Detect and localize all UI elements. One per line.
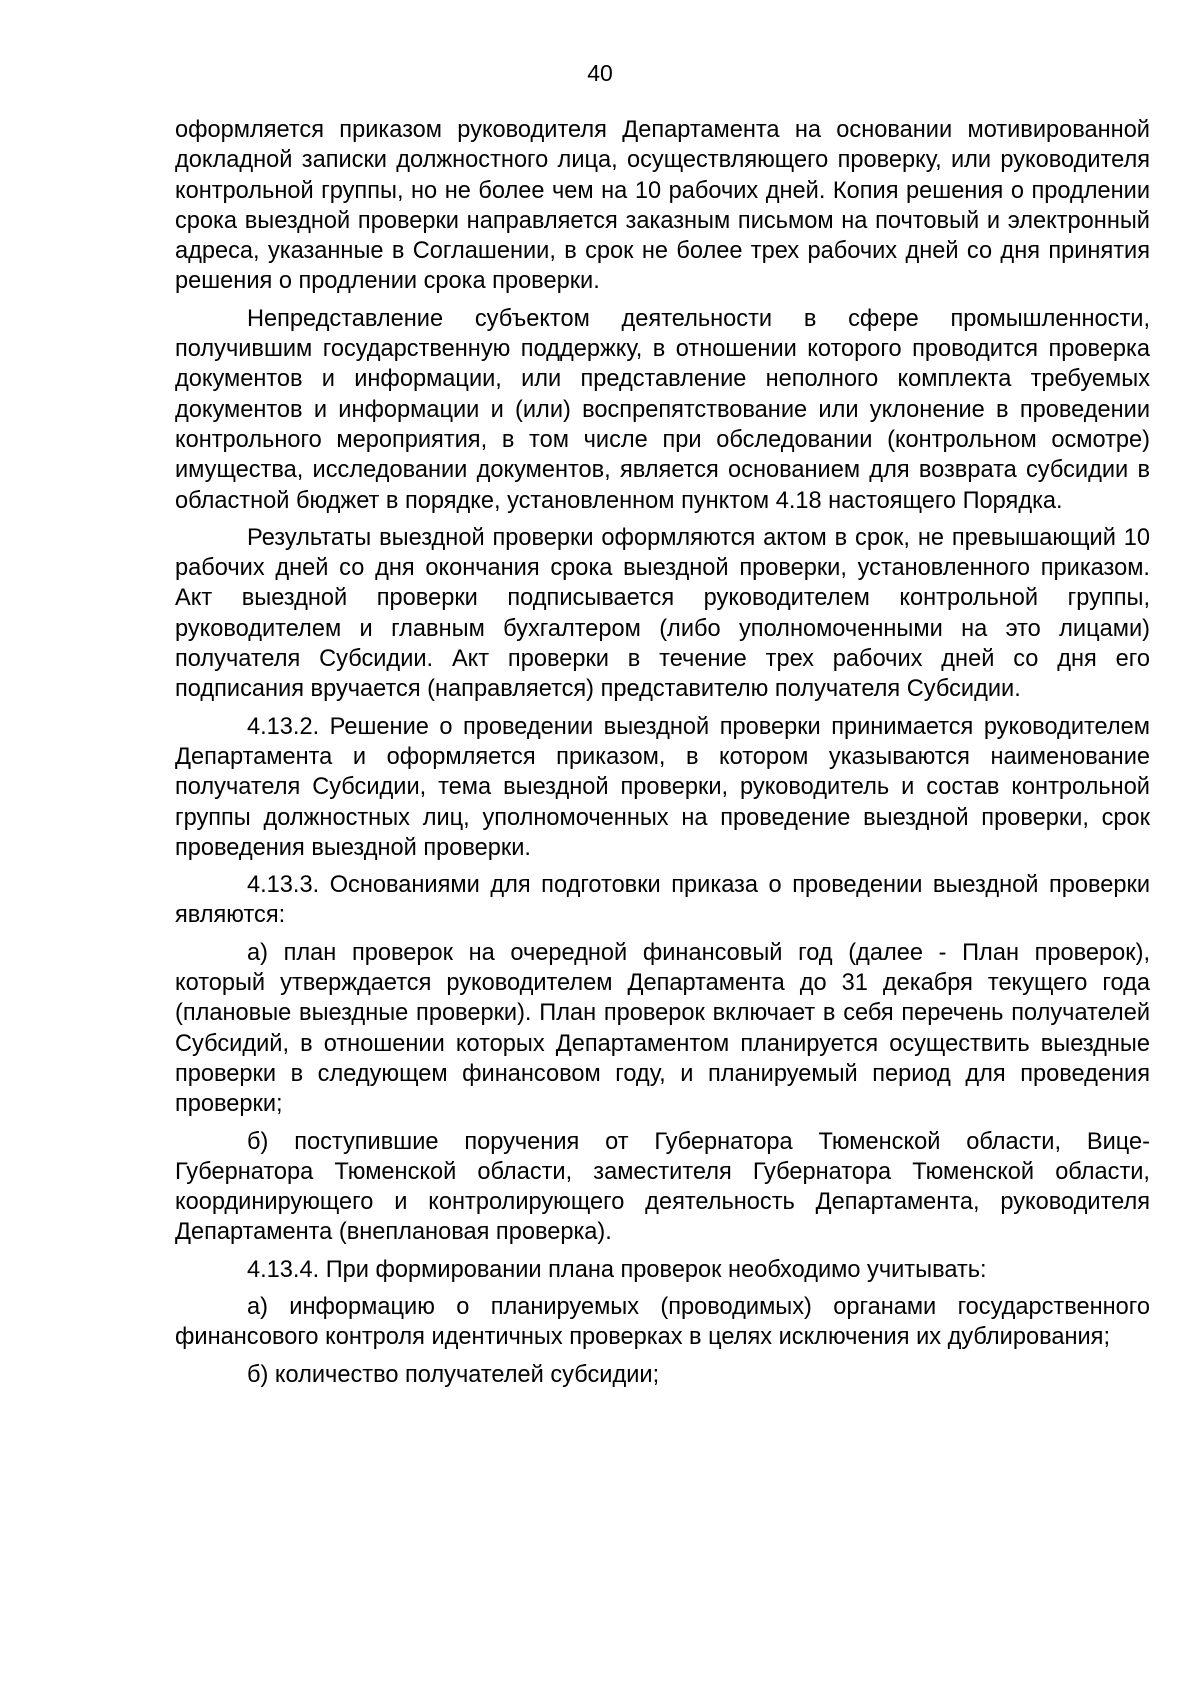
- list-item-b-governor-instructions: б) поступившие поручения от Губернатора Тюменской области, Вице-Губернатора Тюменской области, заместителя Губернатора Тюменской области, координирующего и контролирующего деятельность Департамента, руководителя Департамента (внеплановая проверка).: [175, 1128, 1150, 1246]
- list-item-b-recipients-count: б) количество получателей субсидии;: [247, 1361, 660, 1388]
- list-item-a-control-information: а) информацию о планируемых (проводимых) органами государственного финансового контроля идентичных проверках в целях исключения их дублирования;: [175, 1293, 1150, 1351]
- paragraph-4-13-2: 4.13.2. Решение о проведении выездной проверки принимается руководителем Департамента и оформляется приказом, в котором указываются наименование получателя Субсидии, тема выездной проверки, руководитель и состав контрольной группы должностных лиц, уполномоченных на проведение выездной проверки, срок проведения выездной проверки.: [175, 713, 1150, 861]
- paragraph-non-submission-consequences: Непредставление субъектом деятельности в сфере промышленности, получившим государственную поддержку, в отношении которого проводится проверка документов и информации, или представление неполного комплекта требуемых документов и информации и (или) воспрепятствование или уклонение в проведении контрольного мероприятия, в том числе при обследовании (контрольном осмотре) имущества, исследовании документов, является основанием для возврата субсидии в областной бюджет в порядке, установленном пунктом 4.18 настоящего Порядка.: [175, 305, 1150, 514]
- paragraph-inspection-results-act: Результаты выездной проверки оформляются актом в срок, не превышающий 10 рабочих дней со дня окончания срока выездной проверки, установленного приказом. Акт выездной проверки подписывается руководителем контрольной группы, руководителем и главным бухгалтером (либо уполномоченными на это лицами) получателя Субсидии. Акт проверки в течение трех рабочих дней со дня его подписания вручается (направляется) представителю получателя Субсидии.: [175, 524, 1150, 703]
- document-body: [175, 115, 1150, 1397]
- page-number: 40: [587, 60, 613, 86]
- list-item-a-inspection-plan: а) план проверок на очередной финансовый год (далее - План проверок), который утверждается руководителем Департамента до 31 декабря текущего года (плановые выездные проверки). План проверок включает в себя перечень получателей Субсидий, в отношении которых Департаментом планируется осуществить выездные проверки в следующем финансовом году, и планируемый период для проведения проверки;: [175, 939, 1150, 1118]
- paragraph-continuation-extension-order: оформляется приказом руководителя Департамента на основании мотивированной докладной записки должностного лица, осуществляющего проверку, или руководителя контрольной группы, но не более чем на 10 рабочих дней. Копия решения о продлении срока выездной проверки направляется заказным письмом на почтовый и электронный адреса, указанные в Соглашении, в срок не более трех рабочих дней со дня принятия решения о продлении срока проверки.: [175, 117, 1150, 295]
- paragraph-4-13-3: 4.13.3. Основаниями для подготовки приказа о проведении выездной проверки являются:: [175, 872, 1150, 929]
- paragraph-4-13-4: 4.13.4. При формировании плана проверок необходимо учитывать:: [247, 1256, 987, 1283]
